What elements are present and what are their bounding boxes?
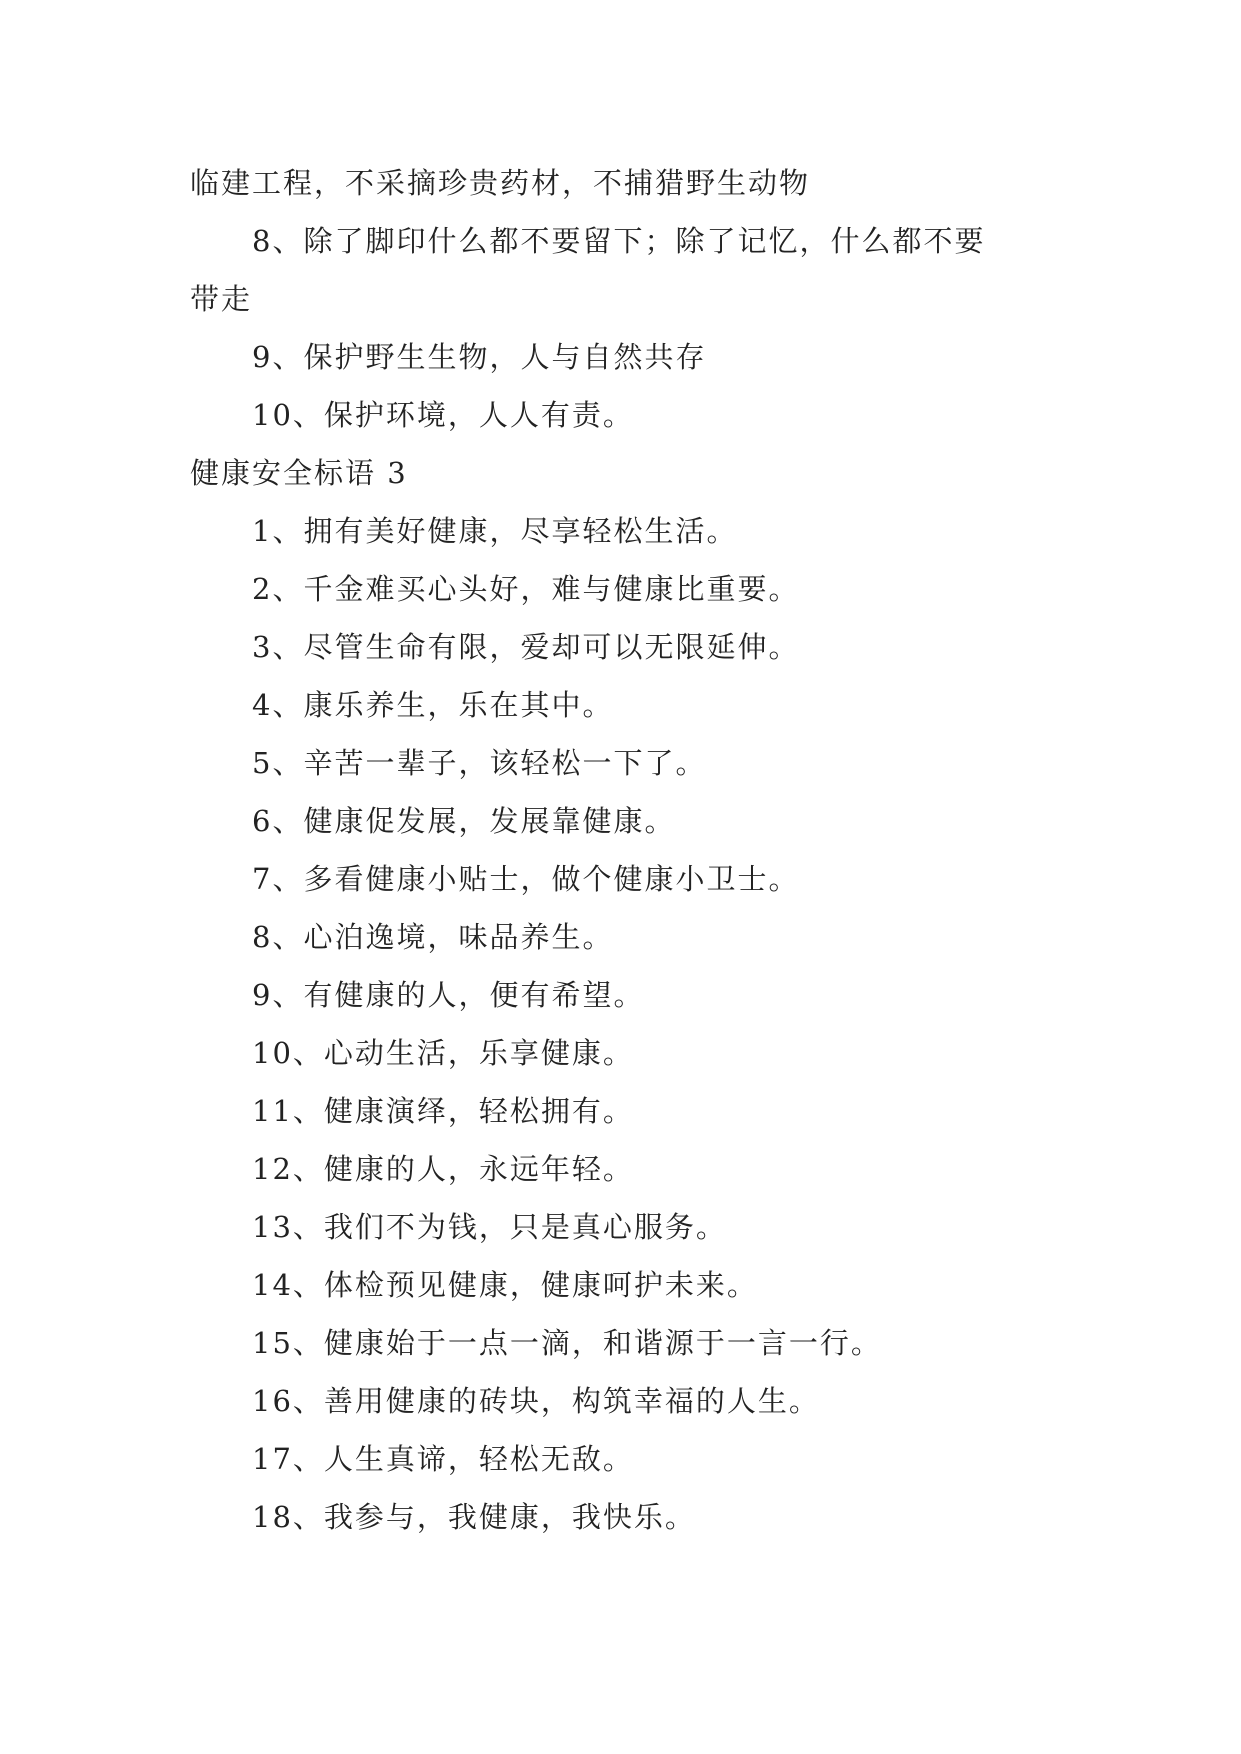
list-item: 15、健康始于一点一滴，和谐源于一言一行。 <box>252 1326 882 1360</box>
list-item: 17、人生真谛，轻松无敌。 <box>252 1442 634 1476</box>
list-item: 11、健康演绎，轻松拥有。 <box>252 1094 634 1128</box>
list-item: 10、心动生活，乐享健康。 <box>252 1036 634 1070</box>
list-item-wrap: 带走 <box>190 282 253 316</box>
list-item: 13、我们不为钱，只是真心服务。 <box>252 1210 727 1244</box>
continuation-text: 临建工程，不采摘珍贵药材，不捕猎野生动物 <box>190 166 811 200</box>
list-item: 2、千金难买心头好，难与健康比重要。 <box>252 572 800 606</box>
list-item: 8、心泊逸境，味品养生。 <box>252 920 614 954</box>
list-item: 14、体检预见健康，健康呵护未来。 <box>252 1268 758 1302</box>
list-item: 12、健康的人，永远年轻。 <box>252 1152 634 1186</box>
list-item: 5、辛苦一辈子，该轻松一下了。 <box>252 746 707 780</box>
list-item: 8、除了脚印什么都不要留下；除了记忆，什么都不要 <box>252 224 986 258</box>
list-item: 4、康乐养生，乐在其中。 <box>252 688 614 722</box>
list-item: 1、拥有美好健康，尽享轻松生活。 <box>252 514 738 548</box>
list-item: 10、保护环境，人人有责。 <box>252 398 634 432</box>
list-item: 9、保护野生生物，人与自然共存 <box>252 340 707 374</box>
list-item: 16、善用健康的砖块，构筑幸福的人生。 <box>252 1384 820 1418</box>
list-item: 7、多看健康小贴士，做个健康小卫士。 <box>252 862 800 896</box>
list-item: 9、有健康的人，便有希望。 <box>252 978 645 1012</box>
list-item: 18、我参与，我健康，我快乐。 <box>252 1500 696 1534</box>
section-heading: 健康安全标语 3 <box>190 456 408 490</box>
list-item: 6、健康促发展，发展靠健康。 <box>252 804 676 838</box>
list-item: 3、尽管生命有限，爱却可以无限延伸。 <box>252 630 800 664</box>
